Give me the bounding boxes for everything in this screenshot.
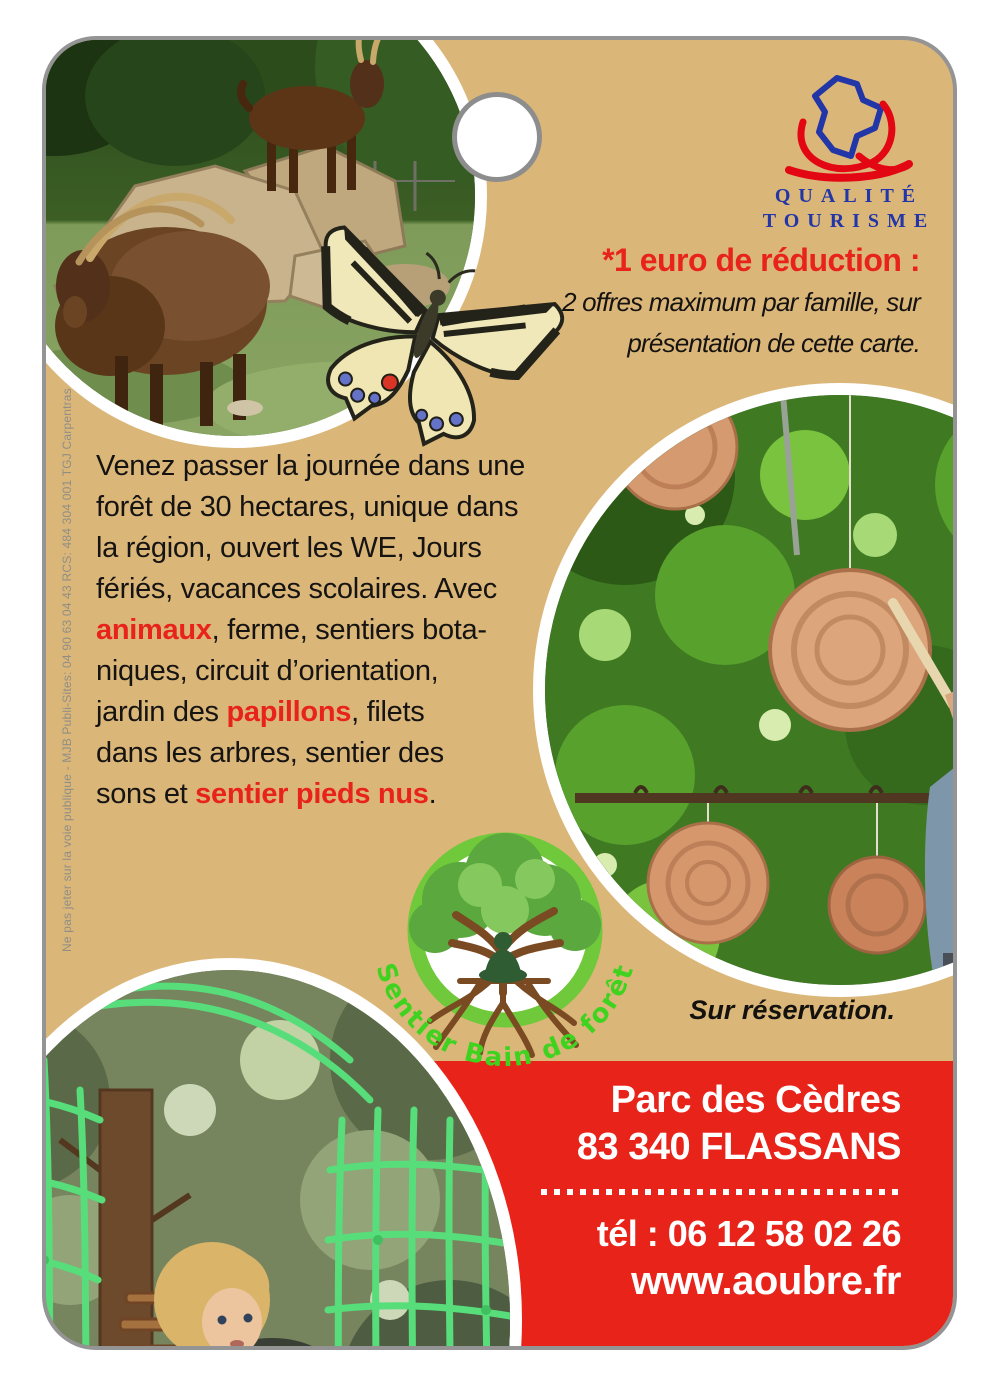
highlight-animaux: animaux	[96, 614, 212, 646]
paragraph-text: , ferme, sentiers bota-	[211, 614, 487, 646]
paragraph-line	[96, 692, 566, 733]
reservation-note: Sur réservation.	[689, 995, 895, 1025]
paragraph-text: Venez passer la journée dans une	[96, 450, 525, 482]
dotted-separator	[541, 1189, 901, 1195]
paragraph-line	[96, 569, 566, 610]
paragraph-line	[96, 610, 566, 651]
promo-block	[490, 240, 920, 362]
paragraph-text: niques, circuit d’orientation,	[96, 655, 439, 687]
edge-print-note: Ne pas jeter sur la voie publique - MJB Publi-Sites: 04 90 63 04 43 RCS: 484 304 001 TGJ Carpentras	[60, 388, 74, 952]
park-city: 83 340 FLASSANS	[576, 1126, 901, 1168]
paragraph-text: .	[428, 778, 437, 810]
highlight-pieds-nus: sentier pieds nus	[195, 778, 429, 810]
qualite-tourisme-word1: QUALITÉ	[774, 185, 924, 207]
intro-paragraph	[96, 446, 566, 815]
france-map-icon	[783, 70, 915, 184]
hang-hole	[452, 92, 542, 182]
card	[42, 36, 957, 1350]
paragraph-text: , filets	[351, 696, 425, 728]
paragraph-line	[96, 774, 566, 815]
promo-heading: *1 euro de réduction :	[602, 242, 920, 278]
paragraph-text: fériés, vacances scolaires. Avec	[96, 573, 497, 605]
phone-number: tél : 06 12 58 02 26	[596, 1213, 901, 1254]
paragraph-text: dans les arbres, sentier des	[96, 737, 444, 769]
paragraph-line	[96, 651, 566, 692]
paragraph-line	[96, 733, 566, 774]
bain-de-foret-curved-text: Sentier Bain de forêt	[369, 959, 641, 1074]
paragraph-text: forêt de 30 hectares, unique dans	[96, 491, 519, 523]
paragraph-line	[96, 487, 566, 528]
paragraph-line	[96, 446, 566, 487]
qualite-tourisme-word2: TOURISME	[762, 210, 936, 232]
promo-subtext-line2: présentation de cette carte.	[627, 328, 920, 358]
paragraph-text: jardin des	[96, 696, 227, 728]
paragraph-text: sons et	[96, 778, 196, 810]
paragraph-text: la région, ouvert les WE, Jours	[96, 532, 482, 564]
promo-subtext-line1: 2 offres maximum par famille, sur	[562, 287, 920, 317]
bain-de-foret-logo	[340, 815, 670, 1115]
park-name: Parc des Cèdres	[610, 1079, 901, 1121]
highlight-papillons: papillons	[226, 696, 352, 728]
qualite-tourisme-logo	[742, 70, 956, 234]
website-url: www.aoubre.fr	[631, 1259, 901, 1303]
paragraph-line	[96, 528, 566, 569]
